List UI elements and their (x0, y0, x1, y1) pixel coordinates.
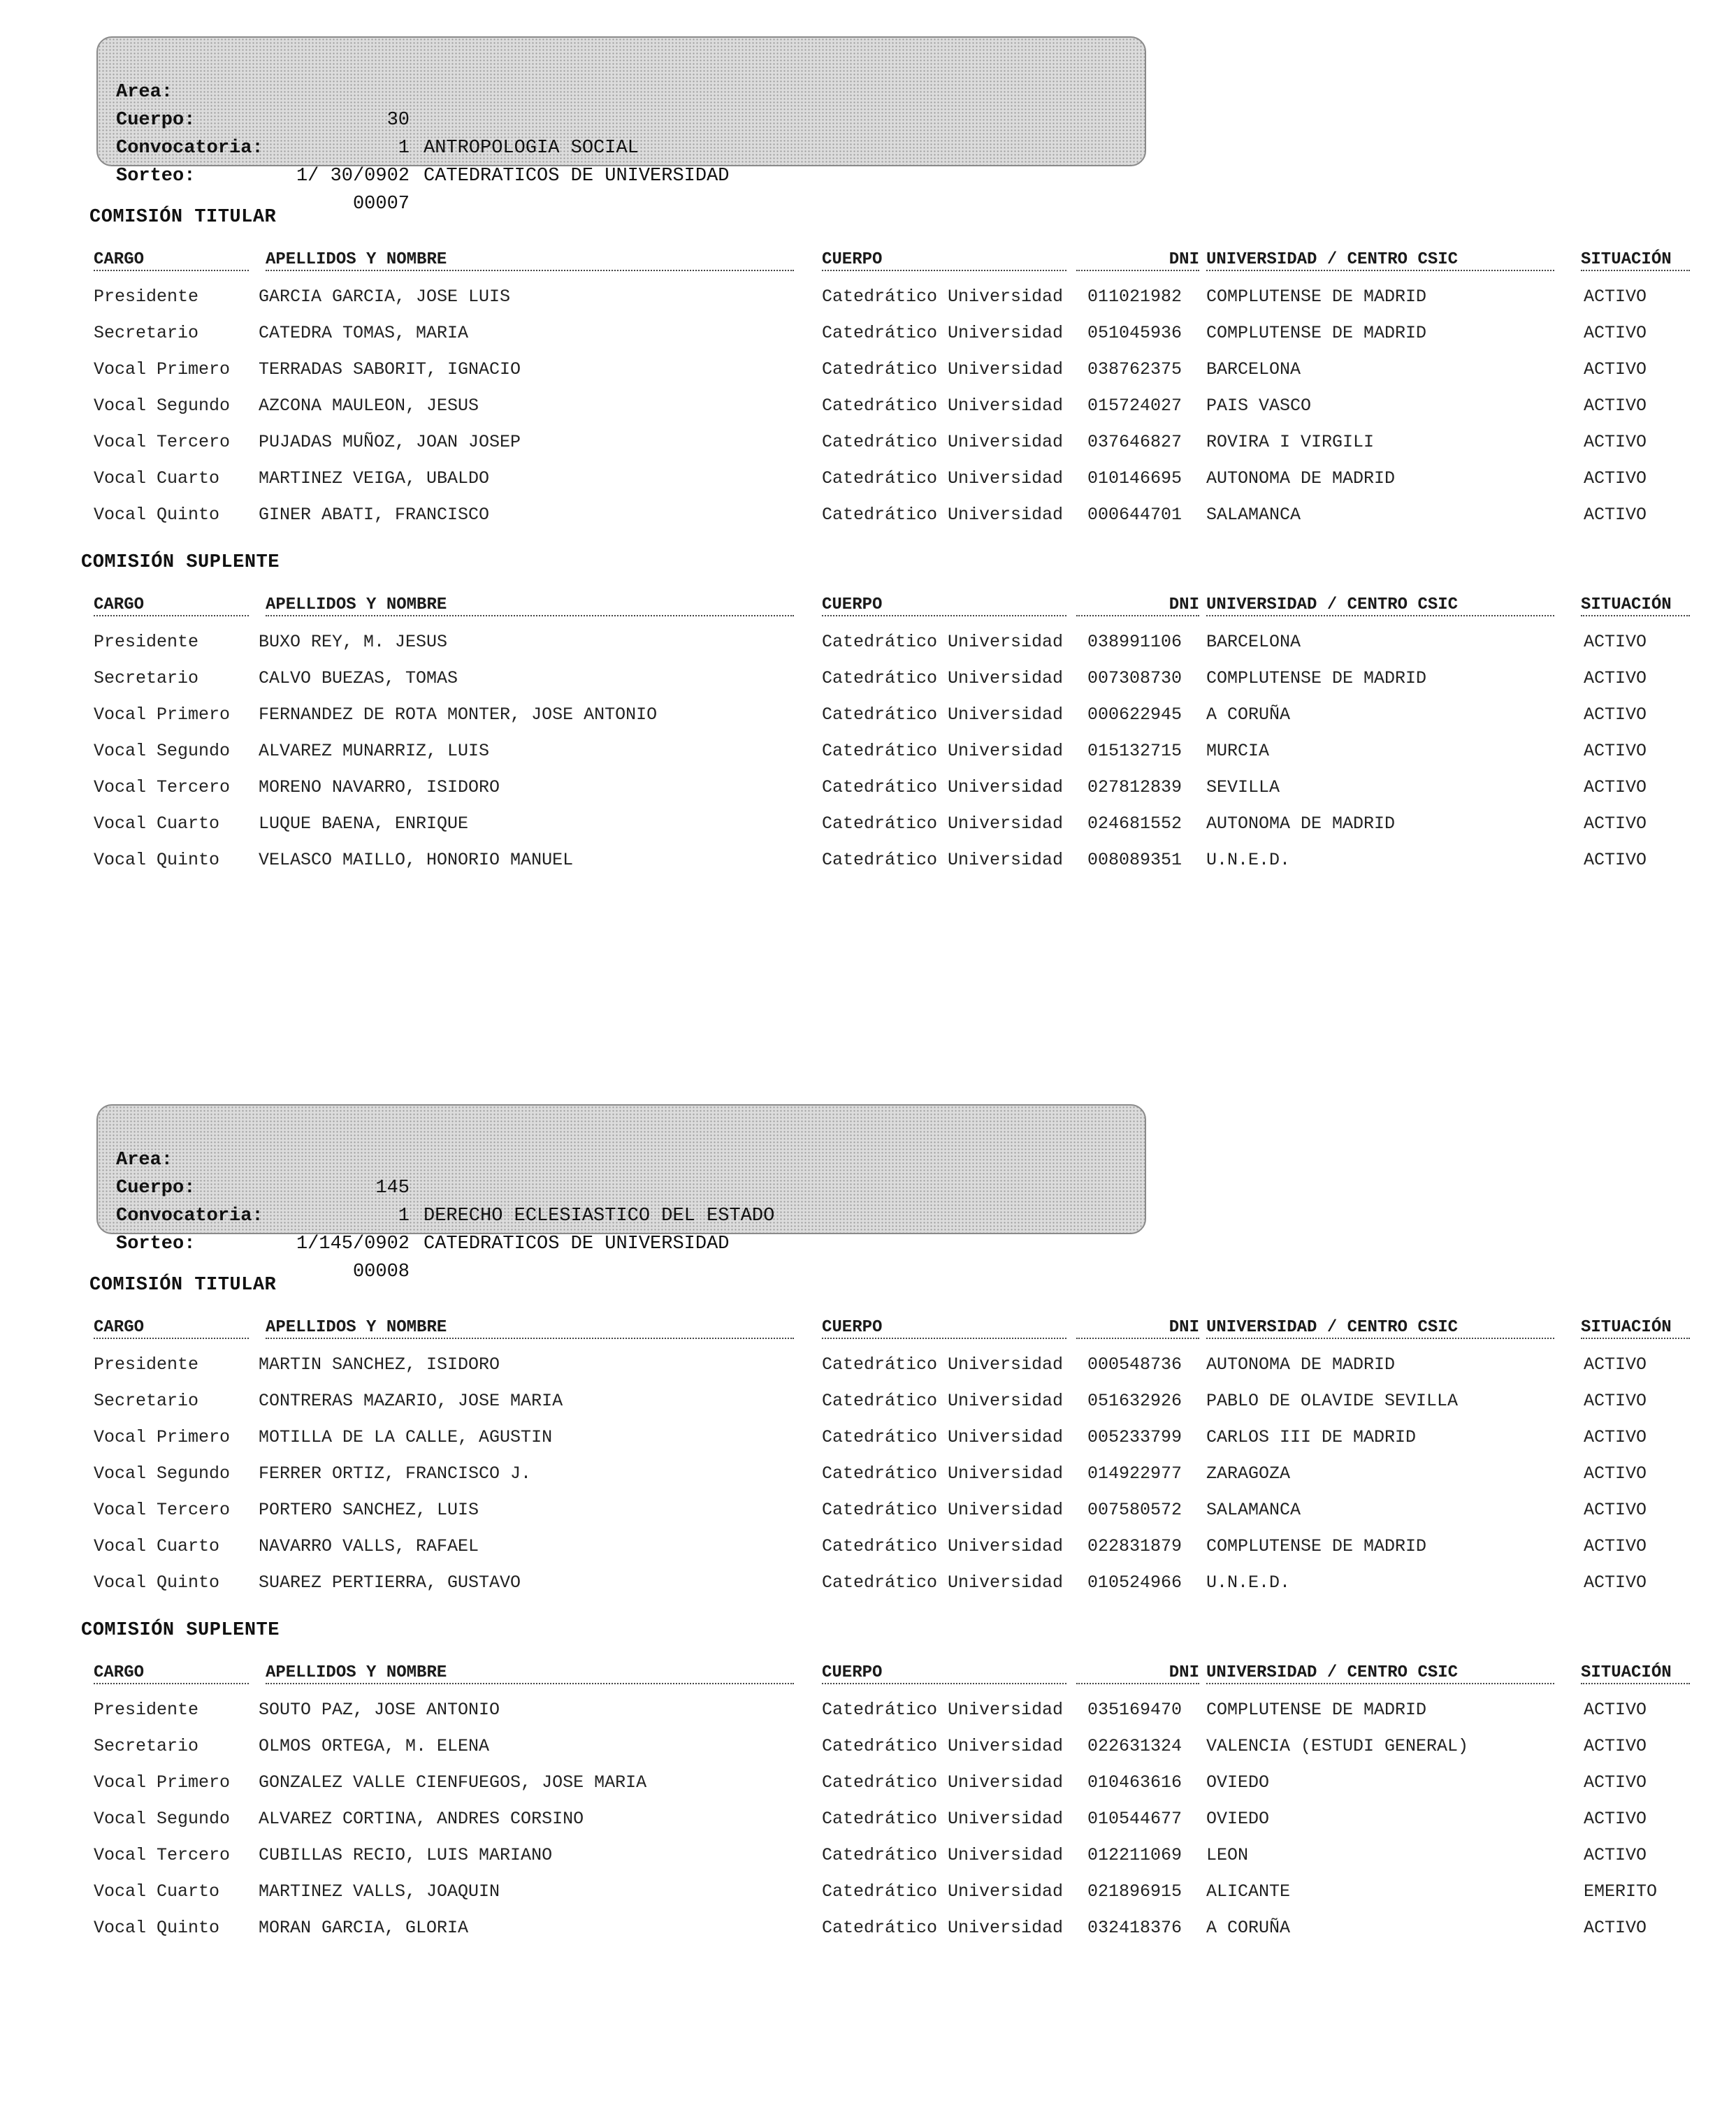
column-header-cuerpo: CUERPO (822, 1318, 1066, 1339)
cell-universidad: BARCELONA (1206, 359, 1301, 379)
cell-cuerpo: Catedrático Universidad (822, 1572, 1064, 1593)
section-title-suplente: COMISIÓN SUPLENTE (81, 1620, 280, 1641)
cell-cargo: Secretario (94, 1391, 199, 1411)
cell-situacion: ACTIVO (1584, 1391, 1647, 1411)
table-row (0, 396, 1736, 424)
cell-cargo: Vocal Quinto (94, 1918, 220, 1938)
column-header-nombre: APELLIDOS Y NOMBRE (266, 250, 794, 271)
cell-cuerpo: Catedrático Universidad (822, 1772, 1064, 1793)
cell-cargo: Vocal Quinto (94, 850, 220, 870)
cell-cargo: Vocal Primero (94, 1427, 231, 1447)
cuerpo-code: 1 (398, 1206, 410, 1227)
cell-cuerpo: Catedrático Universidad (822, 468, 1064, 489)
cell-universidad: CARLOS III DE MADRID (1206, 1427, 1417, 1447)
cell-nombre: BUXO REY, M. JESUS (259, 632, 448, 652)
cell-cargo: Vocal Cuarto (94, 1881, 220, 1902)
cell-dni: 012211069 (1087, 1845, 1182, 1865)
column-header-dni: DNI (1076, 595, 1199, 616)
cell-cuerpo: Catedrático Universidad (822, 777, 1064, 797)
cell-universidad: ALICANTE (1206, 1881, 1291, 1902)
table-row (0, 505, 1736, 533)
cell-situacion: ACTIVO (1584, 432, 1647, 452)
cell-nombre: SUAREZ PERTIERRA, GUSTAVO (259, 1572, 521, 1593)
column-header-dni: DNI (1076, 1318, 1199, 1339)
table-row (0, 1881, 1736, 1909)
cell-dni: 021896915 (1087, 1881, 1182, 1902)
cell-cuerpo: Catedrático Universidad (822, 1500, 1064, 1520)
cell-nombre: CONTRERAS MAZARIO, JOSE MARIA (259, 1391, 563, 1411)
cell-situacion: ACTIVO (1584, 359, 1647, 379)
cell-cuerpo: Catedrático Universidad (822, 813, 1064, 834)
cell-cuerpo: Catedrático Universidad (822, 1918, 1064, 1938)
cell-cargo: Vocal Cuarto (94, 1536, 220, 1556)
cell-universidad: BARCELONA (1206, 632, 1301, 652)
cell-nombre: ALVAREZ CORTINA, ANDRES CORSINO (259, 1809, 584, 1829)
table-row (0, 1700, 1736, 1728)
sorteo-label: Sorteo: (116, 166, 196, 187)
area-name: DERECHO ECLESIASTICO DEL ESTADO (424, 1206, 775, 1227)
table-row (0, 1354, 1736, 1382)
cell-cuerpo: Catedrático Universidad (822, 741, 1064, 761)
cell-cuerpo: Catedrático Universidad (822, 359, 1064, 379)
cell-dni: 007580572 (1087, 1500, 1182, 1520)
cell-cargo: Vocal Primero (94, 704, 231, 725)
cell-universidad: SALAMANCA (1206, 505, 1301, 525)
cell-universidad: COMPLUTENSE DE MADRID (1206, 1536, 1427, 1556)
cell-dni: 015724027 (1087, 396, 1182, 416)
convocatoria-value: 1/ 30/0902 (296, 166, 410, 187)
cell-dni: 008089351 (1087, 850, 1182, 870)
cell-situacion: ACTIVO (1584, 704, 1647, 725)
table-row (0, 1536, 1736, 1564)
cell-cuerpo: Catedrático Universidad (822, 396, 1064, 416)
cell-universidad: MURCIA (1206, 741, 1270, 761)
cell-situacion: ACTIVO (1584, 1354, 1647, 1375)
table-row (0, 1427, 1736, 1455)
cell-universidad: COMPLUTENSE DE MADRID (1206, 1700, 1427, 1720)
cell-cargo: Secretario (94, 1736, 199, 1756)
cell-dni: 022831879 (1087, 1536, 1182, 1556)
cell-cuerpo: Catedrático Universidad (822, 1845, 1064, 1865)
convocatoria-label: Convocatoria: (116, 1206, 263, 1227)
sorteo-value: 00007 (352, 194, 410, 215)
column-header-universidad: UNIVERSIDAD / CENTRO CSIC (1206, 250, 1554, 271)
cell-situacion: ACTIVO (1584, 505, 1647, 525)
convocatoria-value: 1/145/0902 (296, 1234, 410, 1254)
cell-cuerpo: Catedrático Universidad (822, 1700, 1064, 1720)
cell-nombre: LUQUE BAENA, ENRIQUE (259, 813, 469, 834)
column-header-situacion: SITUACIÓN (1581, 250, 1690, 271)
cell-cargo: Vocal Quinto (94, 1572, 220, 1593)
cell-cuerpo: Catedrático Universidad (822, 287, 1064, 307)
cell-nombre: FERRER ORTIZ, FRANCISCO J. (259, 1463, 532, 1484)
table-row (0, 1772, 1736, 1800)
cell-universidad: SEVILLA (1206, 777, 1280, 797)
cell-nombre: AZCONA MAULEON, JESUS (259, 396, 479, 416)
table-row (0, 1463, 1736, 1491)
cell-cargo: Vocal Segundo (94, 741, 231, 761)
table-row (0, 1845, 1736, 1873)
cell-situacion: ACTIVO (1584, 632, 1647, 652)
table-row (0, 850, 1736, 878)
cell-cuerpo: Catedrático Universidad (822, 850, 1064, 870)
cuerpo-label: Cuerpo: (116, 1178, 196, 1199)
table-row (0, 1736, 1736, 1764)
cell-nombre: GINER ABATI, FRANCISCO (259, 505, 490, 525)
cuerpo-name: CATEDRATICOS DE UNIVERSIDAD (424, 1234, 730, 1254)
cell-universidad: COMPLUTENSE DE MADRID (1206, 323, 1427, 343)
cell-situacion: ACTIVO (1584, 1463, 1647, 1484)
cell-cargo: Vocal Cuarto (94, 813, 220, 834)
cell-universidad: AUTONOMA DE MADRID (1206, 813, 1396, 834)
cell-nombre: MOTILLA DE LA CALLE, AGUSTIN (259, 1427, 553, 1447)
cell-dni: 014922977 (1087, 1463, 1182, 1484)
cell-situacion: ACTIVO (1584, 1918, 1647, 1938)
table-row (0, 1572, 1736, 1600)
area-header-box (96, 1104, 1146, 1282)
cell-dni: 007308730 (1087, 668, 1182, 688)
cell-cuerpo: Catedrático Universidad (822, 668, 1064, 688)
cell-dni: 010146695 (1087, 468, 1182, 489)
cell-situacion: ACTIVO (1584, 777, 1647, 797)
column-header-nombre: APELLIDOS Y NOMBRE (266, 595, 794, 616)
cell-dni: 000548736 (1087, 1354, 1182, 1375)
cell-cargo: Vocal Primero (94, 359, 231, 379)
section-title-suplente: COMISIÓN SUPLENTE (81, 552, 280, 573)
column-header-cargo: CARGO (94, 1663, 249, 1684)
cell-dni: 032418376 (1087, 1918, 1182, 1938)
table-row (0, 1500, 1736, 1528)
cell-cargo: Presidente (94, 1354, 199, 1375)
cell-nombre: MORAN GARCIA, GLORIA (259, 1918, 469, 1938)
cell-universidad: VALENCIA (ESTUDI GENERAL) (1206, 1736, 1469, 1756)
cell-universidad: COMPLUTENSE DE MADRID (1206, 668, 1427, 688)
cell-cuerpo: Catedrático Universidad (822, 1427, 1064, 1447)
cell-cargo: Secretario (94, 668, 199, 688)
cell-nombre: PUJADAS MUÑOZ, JOAN JOSEP (259, 432, 521, 452)
cell-cuerpo: Catedrático Universidad (822, 1391, 1064, 1411)
section-title-titular: COMISIÓN TITULAR (89, 1275, 277, 1296)
cell-nombre: MARTINEZ VALLS, JOAQUIN (259, 1881, 500, 1902)
cell-cuerpo: Catedrático Universidad (822, 1463, 1064, 1484)
table-row (0, 468, 1736, 496)
column-header-cargo: CARGO (94, 1318, 249, 1339)
cell-situacion: ACTIVO (1584, 1772, 1647, 1793)
column-header-universidad: UNIVERSIDAD / CENTRO CSIC (1206, 1663, 1554, 1684)
cell-situacion: ACTIVO (1584, 1736, 1647, 1756)
cell-situacion: ACTIVO (1584, 668, 1647, 688)
cell-nombre: TERRADAS SABORIT, IGNACIO (259, 359, 521, 379)
cell-cuerpo: Catedrático Universidad (822, 323, 1064, 343)
cell-situacion: EMERITO (1584, 1881, 1658, 1902)
convocatoria-label: Convocatoria: (116, 138, 263, 159)
cell-dni: 051045936 (1087, 323, 1182, 343)
cell-universidad: OVIEDO (1206, 1772, 1270, 1793)
cell-cargo: Vocal Cuarto (94, 468, 220, 489)
cuerpo-code: 1 (398, 138, 410, 159)
cell-dni: 000622945 (1087, 704, 1182, 725)
cell-universidad: AUTONOMA DE MADRID (1206, 468, 1396, 489)
cell-situacion: ACTIVO (1584, 468, 1647, 489)
cell-universidad: LEON (1206, 1845, 1249, 1865)
cell-cargo: Vocal Tercero (94, 1845, 231, 1865)
cell-nombre: CALVO BUEZAS, TOMAS (259, 668, 458, 688)
table-row (0, 287, 1736, 314)
cell-dni: 011021982 (1087, 287, 1182, 307)
cell-nombre: SOUTO PAZ, JOSE ANTONIO (259, 1700, 500, 1720)
column-header-cuerpo: CUERPO (822, 595, 1066, 616)
cell-situacion: ACTIVO (1584, 1500, 1647, 1520)
table-row (0, 632, 1736, 660)
table-row (0, 1391, 1736, 1419)
area-label: Area: (116, 82, 173, 103)
cell-dni: 005233799 (1087, 1427, 1182, 1447)
cell-dni: 022631324 (1087, 1736, 1182, 1756)
cell-universidad: A CORUÑA (1206, 1918, 1291, 1938)
cell-nombre: NAVARRO VALLS, RAFAEL (259, 1536, 479, 1556)
cell-nombre: GONZALEZ VALLE CIENFUEGOS, JOSE MARIA (259, 1772, 647, 1793)
cell-situacion: ACTIVO (1584, 1427, 1647, 1447)
cell-cuerpo: Catedrático Universidad (822, 1809, 1064, 1829)
table-row (0, 777, 1736, 805)
column-header-dni: DNI (1076, 1663, 1199, 1684)
cuerpo-label: Cuerpo: (116, 110, 196, 131)
cell-universidad: PAIS VASCO (1206, 396, 1312, 416)
table-row (0, 704, 1736, 732)
column-header-situacion: SITUACIÓN (1581, 595, 1690, 616)
cell-cuerpo: Catedrático Universidad (822, 1736, 1064, 1756)
area-code: 30 (386, 110, 410, 131)
cell-dni: 000644701 (1087, 505, 1182, 525)
cell-dni: 024681552 (1087, 813, 1182, 834)
table-row (0, 741, 1736, 769)
cell-situacion: ACTIVO (1584, 1536, 1647, 1556)
cell-cargo: Vocal Segundo (94, 1809, 231, 1829)
cell-situacion: ACTIVO (1584, 1809, 1647, 1829)
cell-situacion: ACTIVO (1584, 813, 1647, 834)
column-header-universidad: UNIVERSIDAD / CENTRO CSIC (1206, 1318, 1554, 1339)
column-header-situacion: SITUACIÓN (1581, 1318, 1690, 1339)
cell-cargo: Vocal Primero (94, 1772, 231, 1793)
cell-cuerpo: Catedrático Universidad (822, 1536, 1064, 1556)
area-code: 145 (375, 1178, 410, 1199)
area-header-box (96, 36, 1146, 215)
cell-cargo: Vocal Tercero (94, 432, 231, 452)
cell-situacion: ACTIVO (1584, 396, 1647, 416)
cell-universidad: PABLO DE OLAVIDE SEVILLA (1206, 1391, 1459, 1411)
cell-nombre: ALVAREZ MUNARRIZ, LUIS (259, 741, 490, 761)
column-header-situacion: SITUACIÓN (1581, 1663, 1690, 1684)
cell-nombre: OLMOS ORTEGA, M. ELENA (259, 1736, 490, 1756)
cell-dni: 010463616 (1087, 1772, 1182, 1793)
cell-situacion: ACTIVO (1584, 1700, 1647, 1720)
cell-nombre: VELASCO MAILLO, HONORIO MANUEL (259, 850, 574, 870)
cell-cargo: Vocal Segundo (94, 396, 231, 416)
cell-universidad: COMPLUTENSE DE MADRID (1206, 287, 1427, 307)
cell-cargo: Presidente (94, 632, 199, 652)
sorteo-label: Sorteo: (116, 1234, 196, 1254)
cell-situacion: ACTIVO (1584, 741, 1647, 761)
cell-situacion: ACTIVO (1584, 1845, 1647, 1865)
table-row (0, 668, 1736, 696)
cell-cuerpo: Catedrático Universidad (822, 704, 1064, 725)
table-row (0, 359, 1736, 387)
cell-dni: 038991106 (1087, 632, 1182, 652)
column-header-cuerpo: CUERPO (822, 250, 1066, 271)
table-row (0, 813, 1736, 841)
cell-cuerpo: Catedrático Universidad (822, 632, 1064, 652)
cell-nombre: MARTIN SANCHEZ, ISIDORO (259, 1354, 500, 1375)
cell-universidad: U.N.E.D. (1206, 1572, 1291, 1593)
cell-nombre: MARTINEZ VEIGA, UBALDO (259, 468, 490, 489)
table-row (0, 1809, 1736, 1837)
cell-situacion: ACTIVO (1584, 1572, 1647, 1593)
cell-dni: 038762375 (1087, 359, 1182, 379)
table-row (0, 1918, 1736, 1946)
column-header-universidad: UNIVERSIDAD / CENTRO CSIC (1206, 595, 1554, 616)
cell-cuerpo: Catedrático Universidad (822, 1881, 1064, 1902)
cell-cuerpo: Catedrático Universidad (822, 432, 1064, 452)
cell-universidad: U.N.E.D. (1206, 850, 1291, 870)
cell-universidad: ROVIRA I VIRGILI (1206, 432, 1375, 452)
column-header-cuerpo: CUERPO (822, 1663, 1066, 1684)
column-header-dni: DNI (1076, 250, 1199, 271)
cell-nombre: MORENO NAVARRO, ISIDORO (259, 777, 500, 797)
cell-cargo: Vocal Quinto (94, 505, 220, 525)
area-label: Area: (116, 1150, 173, 1171)
cell-universidad: A CORUÑA (1206, 704, 1291, 725)
cell-dni: 010544677 (1087, 1809, 1182, 1829)
table-row (0, 432, 1736, 460)
cell-nombre: GARCIA GARCIA, JOSE LUIS (259, 287, 511, 307)
cell-dni: 037646827 (1087, 432, 1182, 452)
cell-universidad: ZARAGOZA (1206, 1463, 1291, 1484)
section-title-titular: COMISIÓN TITULAR (89, 207, 277, 228)
cell-cargo: Vocal Segundo (94, 1463, 231, 1484)
cell-nombre: CUBILLAS RECIO, LUIS MARIANO (259, 1845, 553, 1865)
cell-dni: 035169470 (1087, 1700, 1182, 1720)
cell-cuerpo: Catedrático Universidad (822, 1354, 1064, 1375)
sorteo-value: 00008 (352, 1261, 410, 1282)
cell-dni: 015132715 (1087, 741, 1182, 761)
cell-cargo: Secretario (94, 323, 199, 343)
cell-situacion: ACTIVO (1584, 850, 1647, 870)
column-header-cargo: CARGO (94, 595, 249, 616)
cell-dni: 027812839 (1087, 777, 1182, 797)
cell-cargo: Presidente (94, 1700, 199, 1720)
column-header-cargo: CARGO (94, 250, 249, 271)
cell-universidad: AUTONOMA DE MADRID (1206, 1354, 1396, 1375)
cell-cargo: Presidente (94, 287, 199, 307)
cell-situacion: ACTIVO (1584, 323, 1647, 343)
cell-cargo: Vocal Tercero (94, 777, 231, 797)
cell-dni: 051632926 (1087, 1391, 1182, 1411)
column-header-nombre: APELLIDOS Y NOMBRE (266, 1318, 794, 1339)
table-row (0, 323, 1736, 351)
cell-cuerpo: Catedrático Universidad (822, 505, 1064, 525)
cell-universidad: SALAMANCA (1206, 1500, 1301, 1520)
cell-nombre: PORTERO SANCHEZ, LUIS (259, 1500, 479, 1520)
column-header-nombre: APELLIDOS Y NOMBRE (266, 1663, 794, 1684)
cuerpo-name: CATEDRATICOS DE UNIVERSIDAD (424, 166, 730, 187)
cell-dni: 010524966 (1087, 1572, 1182, 1593)
cell-universidad: OVIEDO (1206, 1809, 1270, 1829)
cell-nombre: CATEDRA TOMAS, MARIA (259, 323, 469, 343)
cell-nombre: FERNANDEZ DE ROTA MONTER, JOSE ANTONIO (259, 704, 658, 725)
cell-situacion: ACTIVO (1584, 287, 1647, 307)
area-name: ANTROPOLOGIA SOCIAL (424, 138, 639, 159)
cell-cargo: Vocal Tercero (94, 1500, 231, 1520)
